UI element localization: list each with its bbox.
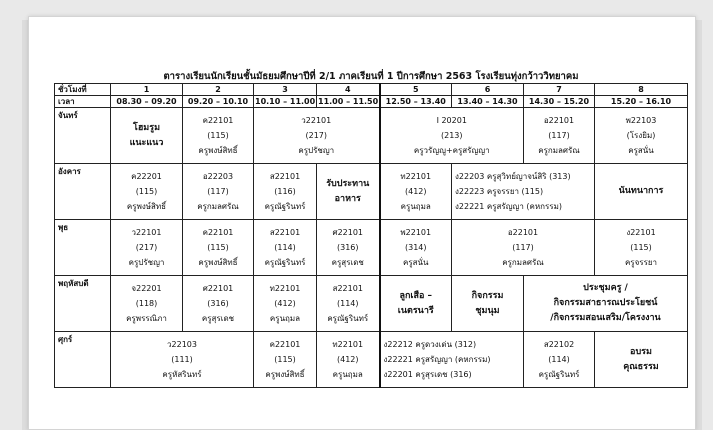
cell-text-line: อ22101 <box>507 228 539 237</box>
class-cell <box>254 332 317 388</box>
cell-text-line: ชุมนุม <box>475 305 500 316</box>
time-1: 08.30 – 09.20 <box>111 96 183 108</box>
period-6: 6 <box>452 84 524 96</box>
cell-text-line: (316) <box>336 243 359 252</box>
time-label: เวลา <box>55 96 111 108</box>
cell-text-line: ว22101 <box>131 228 162 237</box>
cell-text-line: (114) <box>336 299 359 308</box>
cell-text-line: (115) <box>630 243 652 252</box>
cell-text-line: ครูนฤมล <box>400 202 431 211</box>
cell-text-line: ประชุมครู / <box>583 283 628 293</box>
time-7: 14.30 – 15.20 <box>524 96 595 108</box>
class-cell <box>317 276 380 332</box>
cell-text-line: อ22203 <box>202 172 234 181</box>
period-8: 8 <box>595 84 688 96</box>
day-name: พฤหัสบดี <box>55 276 111 332</box>
cell-text-line: (115) <box>207 243 229 252</box>
cell-text-line: ครูสุรเดช <box>331 258 364 267</box>
cell-text-line: คุณธรรม <box>623 361 659 372</box>
class-cell <box>183 108 254 164</box>
timetable <box>54 83 688 388</box>
day-name: ศุกร์ <box>55 332 111 388</box>
class-cell <box>111 164 183 220</box>
cell-text-line: ครูจรรยา <box>624 258 658 267</box>
cell-text-line: ศ22101 <box>332 228 364 237</box>
cell-text-line: (412) <box>336 355 359 364</box>
class-cell <box>595 220 688 276</box>
cell-text-line: อาหาร <box>334 193 361 204</box>
period-number-row <box>55 84 688 96</box>
time-8: 15.20 – 16.10 <box>595 96 688 108</box>
cell-text-line: รับประทาน <box>326 178 370 189</box>
cell-text-line: (118) <box>135 299 158 308</box>
cell-text-line: (213) <box>440 131 463 140</box>
day-row-wednesday <box>55 220 688 276</box>
cell-text-line: ค22101 <box>202 228 234 237</box>
period-1: 1 <box>111 84 183 96</box>
cell-text-line: ครูกมลศรัณ <box>502 258 544 267</box>
time-4: 11.00 – 11.50 <box>318 97 379 106</box>
cell-text-line: ลูกเสือ – <box>399 290 433 301</box>
cell-text-line: (314) <box>404 243 427 252</box>
class-cell <box>183 220 254 276</box>
cell-text-line: ค22201 <box>131 172 162 181</box>
cell-text-line: (412) <box>274 299 296 308</box>
class-cell <box>111 276 183 332</box>
day-row-thursday <box>55 276 688 332</box>
cell-text-line: ครูสนั่น <box>628 146 654 155</box>
class-cell <box>254 108 380 164</box>
ethics-cell <box>595 332 688 388</box>
cell-text-line: ว22103 <box>167 340 197 349</box>
class-cell <box>254 164 317 220</box>
period-4: 4 <box>317 84 380 96</box>
cell-text-line: ครูกมลศรัณ <box>538 146 580 155</box>
cell-text-line: ครูวรัญญู+ครูสรัญญา <box>413 146 490 155</box>
cell-text-line: นันทนาการ <box>618 186 664 196</box>
class-cell <box>254 220 317 276</box>
cell-text-line: ค22101 <box>269 340 301 349</box>
cell-text-line: /กิจกรรมสอนเสริม/โครงงาน <box>550 313 661 323</box>
cell-text-line: ครูณัฐรินทร์ <box>538 370 580 379</box>
cell-text-line: ครูปรัชญา <box>128 258 165 267</box>
period-label: ชั่วโมงที่ <box>55 84 111 96</box>
cell-text-line: ค22101 <box>202 116 234 125</box>
cell-text-line: (111) <box>171 355 193 364</box>
cell-text-line: (114) <box>274 243 296 252</box>
class-cell <box>111 108 183 164</box>
time-3: 10.10 – 11.00 <box>255 97 316 106</box>
cell-text-line: ง22203 ครูสุวิทย์ญาจน์สิริ (313) <box>455 172 571 181</box>
cell-text-line: ครูพรรณิภา <box>126 314 167 323</box>
cell-text-line: พ22103 <box>625 116 657 125</box>
period-3: 3 <box>254 84 317 96</box>
time-6: 13.40 – 14.30 <box>452 96 524 108</box>
class-cell <box>380 332 524 388</box>
cell-text-line: ท22101 <box>269 284 301 293</box>
cell-text-line: ส22101 <box>332 284 363 293</box>
cell-text-line: ครูปรัชญา <box>298 146 335 155</box>
cell-text-line: ครูพงษ์สิทธิ์ <box>198 146 238 155</box>
day-name: อังคาร <box>55 164 111 220</box>
cell-text-line: (117) <box>548 131 570 140</box>
period-5: 5 <box>380 84 452 96</box>
time-row <box>55 96 688 108</box>
cell-text-line: ง22201 ครูสุรเดช (316) <box>383 370 472 379</box>
cell-text-line: ส22101 <box>269 172 301 181</box>
class-cell <box>380 164 452 220</box>
cell-text-line: ส22101 <box>269 228 301 237</box>
cell-text-line: ส22102 <box>543 340 575 349</box>
cell-text-line: (115) <box>135 187 158 196</box>
cell-text-line: ท22101 <box>332 340 364 349</box>
class-cell <box>111 220 183 276</box>
cell-text-line: กิจกรรม <box>471 290 504 301</box>
cell-text-line: จ22201 <box>131 284 162 293</box>
day-name: จันทร์ <box>55 108 111 164</box>
time-5: 12.50 – 13.40 <box>380 96 452 108</box>
day-row-tuesday <box>55 164 688 220</box>
meeting-cell <box>524 276 688 332</box>
cell-text-line: ครูกมลศรัณ <box>197 202 239 211</box>
cell-text-line: (โรงยิม) <box>626 131 656 140</box>
class-cell <box>380 220 452 276</box>
cell-text-line: ครูณัฐรินทร์ <box>264 258 306 267</box>
cell-text-line: อบรม <box>630 346 652 357</box>
cell-text-line: ง22212 ครูดวงเด่น (312) <box>383 340 477 349</box>
day-row-friday <box>55 332 688 388</box>
cell-text-line: ครูสุรเดช <box>201 314 235 323</box>
cell-text-line: (316) <box>207 299 229 308</box>
cell-text-line: (116) <box>274 187 296 196</box>
cell-text-line: ครูพงษ์สิทธิ์ <box>126 202 167 211</box>
cell-text-line: ครูพงษ์สิทธิ์ <box>265 370 305 379</box>
cell-text-line: ว22101 <box>301 116 332 125</box>
recreation-cell <box>595 164 688 220</box>
timetable-title: ตารางเรียนนักเรียนชั้นมัธยมศึกษาปีที่ 2/1 ภาคเรียนที่ 1 ปีการศึกษา 2563 โรงเรียนทุ่งกว้าววิทยาคม <box>163 71 579 82</box>
cell-text-line: เนตรนารี <box>397 305 434 316</box>
cell-text-line: ง22223 ครูจรรยา (115) <box>455 187 544 196</box>
cell-text-line: I 20201 <box>436 116 467 125</box>
cell-text-line: อ22101 <box>543 116 575 125</box>
cell-text-line: ครูพงษ์สิทธิ์ <box>198 258 238 267</box>
cell-text-line: ครูนฤมล <box>332 370 363 379</box>
time-2: 09.20 – 10.10 <box>183 96 254 108</box>
cell-text-line: โฮมรูม <box>132 122 161 133</box>
class-cell <box>317 220 380 276</box>
cell-text-line: ครูนฤมล <box>269 314 301 323</box>
cell-text-line: ครูสนั่น <box>403 258 429 267</box>
cell-text-line: (114) <box>548 355 570 364</box>
class-cell <box>254 276 317 332</box>
cell-text-line: ง22221 ครูสรัญญา (คหกรรม) <box>455 202 562 211</box>
cell-text-line: แนะแนว <box>129 137 164 148</box>
period-2: 2 <box>183 84 254 96</box>
lunch-cell <box>317 164 380 220</box>
class-cell <box>183 164 254 220</box>
cell-text-line: ง22101 <box>626 228 656 237</box>
class-cell <box>595 108 688 164</box>
club-cell <box>452 276 524 332</box>
cell-text-line: ครูหัสรินทร์ <box>162 370 202 379</box>
cell-text-line: ครูณัฐรินทร์ <box>264 202 306 211</box>
scout-cell <box>380 276 452 332</box>
cell-text-line: (217) <box>135 243 158 252</box>
class-cell <box>452 220 595 276</box>
cell-text-line: กิจกรรมสาธารณประโยชน์ <box>553 298 658 308</box>
class-cell <box>183 276 254 332</box>
cell-text-line: ง22221 ครูสรัญญา (คหกรรม) <box>383 355 491 364</box>
cell-text-line: (115) <box>207 131 229 140</box>
cell-text-line: พ22101 <box>400 228 432 237</box>
class-cell <box>524 108 595 164</box>
day-row-monday <box>55 108 688 164</box>
period-7: 7 <box>524 84 595 96</box>
cell-text-line: (217) <box>305 131 327 140</box>
day-name: พุธ <box>55 220 111 276</box>
cell-text-line: ศ22101 <box>202 284 234 293</box>
cell-text-line: ท22101 <box>400 172 432 181</box>
class-cell <box>111 332 254 388</box>
cell-text-line: (117) <box>512 243 534 252</box>
cell-text-line: ครูณัฐรินทร์ <box>327 314 369 323</box>
cell-text-line: (412) <box>404 187 427 196</box>
class-cell <box>452 164 595 220</box>
class-cell <box>524 332 595 388</box>
cell-text-line: (117) <box>207 187 229 196</box>
class-cell <box>380 108 524 164</box>
class-cell <box>317 332 380 388</box>
cell-text-line: (115) <box>274 355 296 364</box>
